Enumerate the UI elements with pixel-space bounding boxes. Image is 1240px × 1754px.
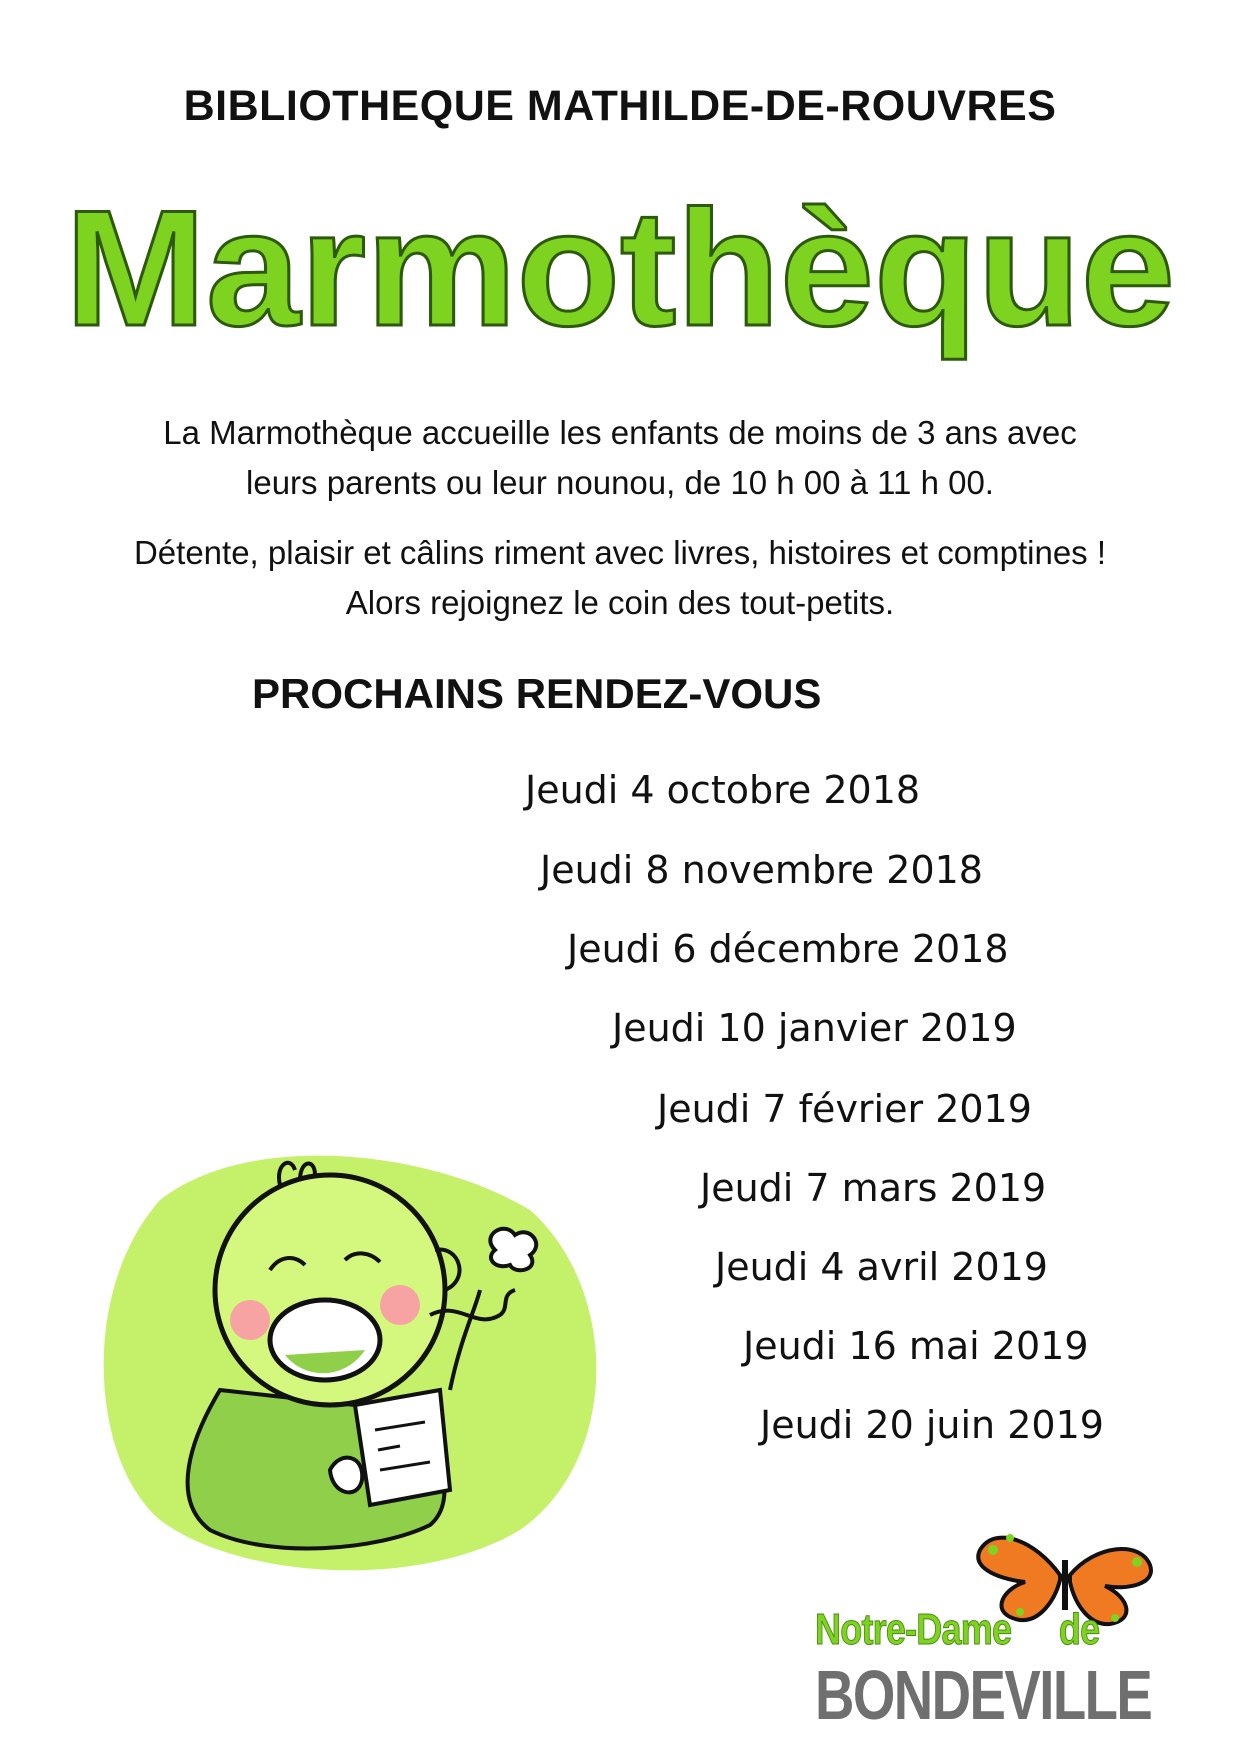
date-item: Jeudi 20 juin 2019 [760, 1403, 1104, 1447]
date-item: Jeudi 4 avril 2019 [715, 1245, 1048, 1289]
date-item: Jeudi 6 décembre 2018 [567, 927, 1009, 971]
intro-line: leurs parents ou leur nounou, de 10 h 00 à 11 h 00. [246, 464, 994, 501]
intro-line: La Marmothèque accueille les enfants de moins de 3 ans avec [163, 414, 1077, 451]
logo-text-de: de [1058, 1605, 1100, 1654]
date-item: Jeudi 8 novembre 2018 [540, 848, 983, 892]
library-name: BIBLIOTHEQUE MATHILDE-DE-ROUVRES [183, 82, 1057, 130]
intro-line: Alors rejoignez le coin des tout-petits. [345, 584, 895, 621]
logo-text-notre-dame: Notre-Dame [815, 1605, 1012, 1654]
date-item: Jeudi 10 janvier 2019 [612, 1006, 1017, 1050]
logo-town-name-bottom: BONDEVILLE [815, 1656, 1152, 1734]
date-item: Jeudi 16 mai 2019 [743, 1324, 1089, 1368]
reading-child-illustration [100, 1140, 600, 1580]
title-text: Marmothèque [65, 190, 1175, 360]
intro-paragraph-2 [0, 528, 1240, 628]
date-item: Jeudi 7 mars 2019 [700, 1166, 1047, 1210]
logo-town-name-top [815, 1605, 1099, 1655]
town-logo [815, 1520, 1175, 1734]
date-item: Jeudi 4 octobre 2018 [525, 768, 921, 812]
intro-line: Détente, plaisir et câlins riment avec livres, histoires et comptines ! [133, 534, 1107, 571]
page-title [55, 190, 1185, 390]
intro-paragraph-1 [0, 408, 1240, 508]
schedule-heading: PROCHAINS RENDEZ-VOUS [252, 670, 822, 717]
date-item: Jeudi 7 février 2019 [657, 1087, 1032, 1131]
